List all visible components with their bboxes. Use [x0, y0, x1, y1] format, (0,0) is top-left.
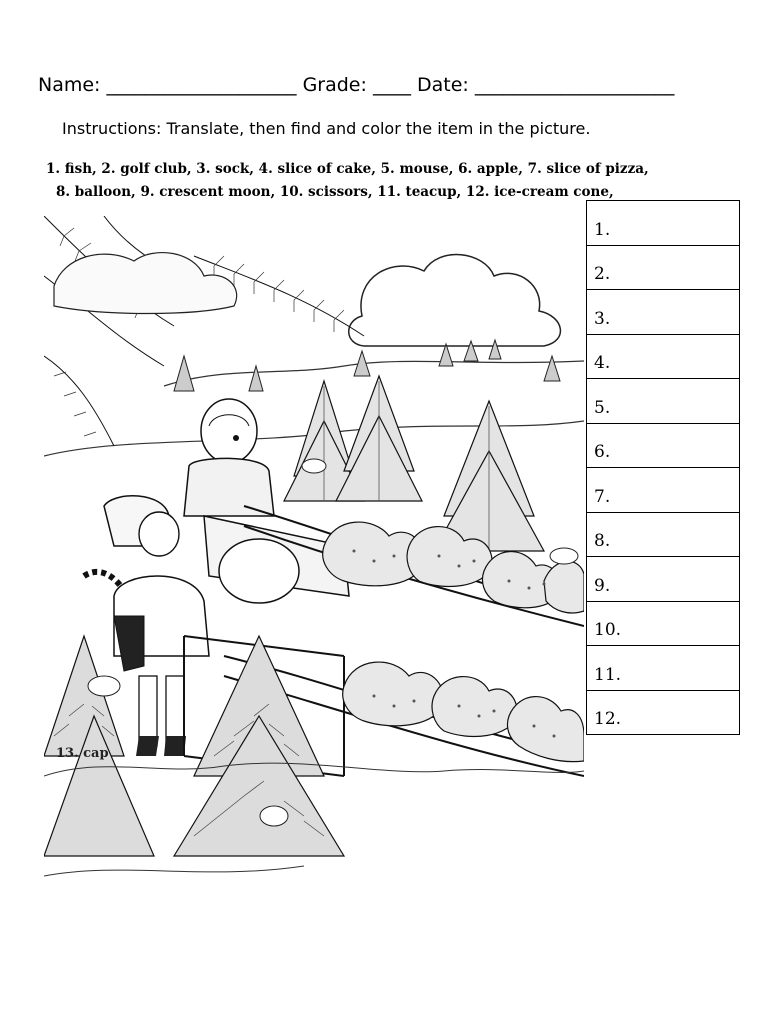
answer-cell[interactable]: 4. [587, 334, 740, 379]
answer-cell[interactable]: 8. [587, 512, 740, 557]
answer-row [587, 334, 740, 379]
item-list [46, 158, 649, 204]
answer-row [587, 646, 740, 691]
answer-row [587, 557, 740, 602]
name-blank[interactable]: ____________________ [106, 74, 297, 96]
answer-row [587, 690, 740, 735]
answer-cell[interactable]: 1. [587, 201, 740, 246]
answer-row [587, 512, 740, 557]
answer-row [587, 423, 740, 468]
answer-cell[interactable]: 3. [587, 290, 740, 335]
answer-cell[interactable]: 9. [587, 557, 740, 602]
date-blank[interactable]: _____________________ [474, 74, 675, 96]
answer-row [587, 290, 740, 335]
instructions-text: Instructions: Translate, then find and color the item in the picture. [62, 119, 591, 138]
answer-cell[interactable]: 7. [587, 468, 740, 513]
item-list-line-1: 1. fish, 2. golf club, 3. sock, 4. slice of cake, 5. mouse, 6. apple, 7. slice of pizza, [46, 161, 649, 177]
answer-table [586, 200, 740, 735]
student-info-line [38, 74, 738, 96]
answer-cell[interactable]: 11. [587, 646, 740, 691]
date-label: Date: [417, 74, 469, 96]
answer-row [587, 201, 740, 246]
item-list-line-2: 8. balloon, 9. crescent moon, 10. scissors, 11. teacup, 12. ice-cream cone, [56, 184, 614, 200]
answer-cell[interactable]: 6. [587, 423, 740, 468]
answer-cell[interactable]: 10. [587, 601, 740, 646]
answer-row [587, 245, 740, 290]
winter-sled-scene-illustration [44, 216, 584, 898]
answer-cell[interactable]: 12. [587, 690, 740, 735]
grade-blank[interactable]: ____ [372, 74, 411, 96]
name-label: Name: [38, 74, 101, 96]
coloring-picture[interactable] [44, 216, 584, 898]
answer-row [587, 379, 740, 424]
answer-cell[interactable]: 5. [587, 379, 740, 424]
answer-cell[interactable]: 2. [587, 245, 740, 290]
cap-label: 13. cap [56, 746, 109, 761]
answer-row [587, 601, 740, 646]
answer-row [587, 468, 740, 513]
grade-label: Grade: [302, 74, 367, 96]
